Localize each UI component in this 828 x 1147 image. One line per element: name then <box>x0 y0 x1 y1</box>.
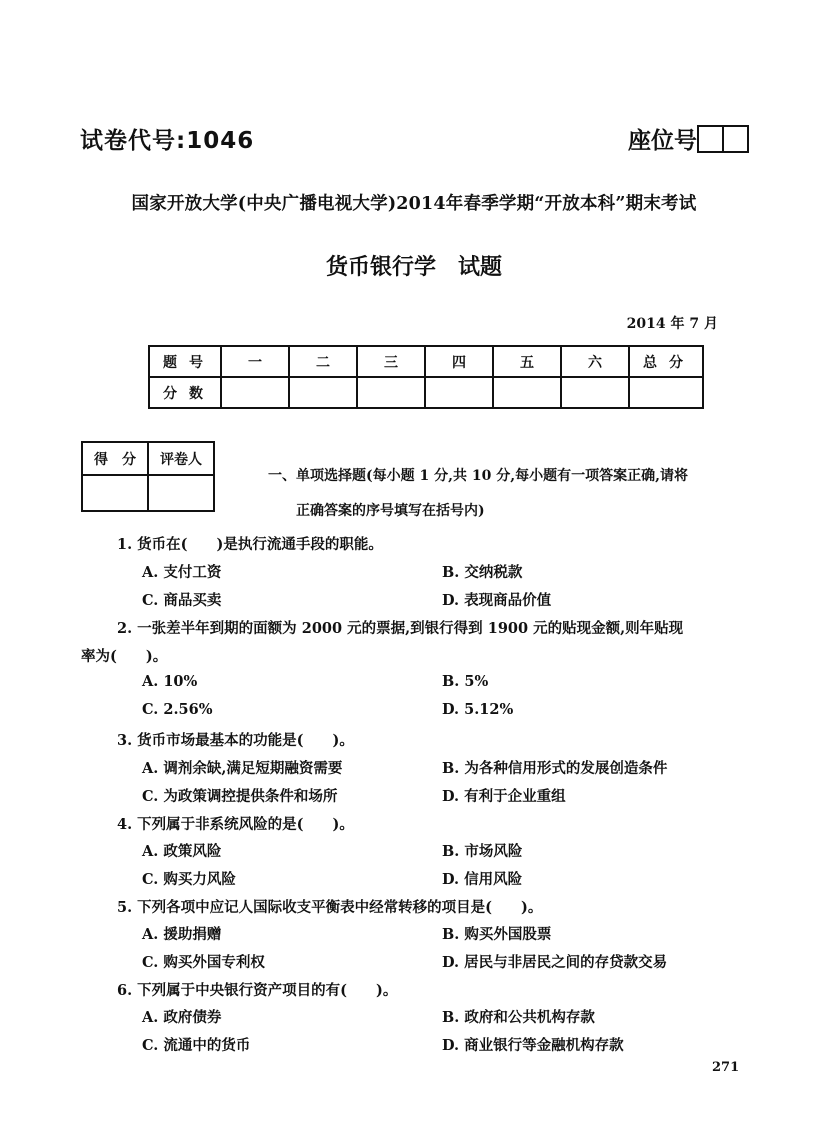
score-col-header: 一 <box>221 346 289 377</box>
question-option: C. 购买力风险 <box>142 871 236 888</box>
score-col-header: 五 <box>493 346 561 377</box>
grader-input-row <box>82 475 214 511</box>
grader-score-cell <box>82 475 148 511</box>
score-col-header: 二 <box>289 346 357 377</box>
seat-label: 座位号 <box>628 128 697 154</box>
question-stem: 3. 货币市场最基本的功能是( )。 <box>117 732 354 749</box>
score-cell <box>221 377 289 408</box>
question-option: A. 调剂余缺,满足短期融资需要 <box>142 760 343 777</box>
score-table-header-row <box>149 346 703 377</box>
question-stem: 4. 下列属于非系统风险的是( )。 <box>117 816 354 833</box>
question-option: D. 信用风险 <box>442 871 523 888</box>
question-option: A. 援助捐赠 <box>142 926 222 943</box>
question-option: B. 5% <box>442 673 489 690</box>
exam-title: 国家开放大学(中央广播电视大学)2014年春季学期“开放本科”期末考试 <box>131 194 697 214</box>
score-cell <box>357 377 425 408</box>
grader-name-cell <box>148 475 214 511</box>
seat-box <box>697 125 724 153</box>
question-option: B. 市场风险 <box>442 843 523 860</box>
score-col-header: 四 <box>425 346 493 377</box>
score-col-header: 总分 <box>629 346 703 377</box>
question-stem: 5. 下列各项中应记人国际收支平衡表中经常转移的项目是( )。 <box>117 899 543 916</box>
question-option: D. 居民与非居民之间的存贷款交易 <box>442 954 668 971</box>
score-table <box>148 345 704 409</box>
paper-code: 试卷代号:1046 <box>80 128 255 154</box>
grader-header-row <box>82 442 214 475</box>
question-option: C. 商品买卖 <box>142 592 222 609</box>
page-number: 271 <box>712 1060 740 1075</box>
section-heading: 一、单项选择题(每小题 1 分,共 10 分,每小题有一项答案正确,请将 <box>268 468 688 484</box>
question-stem: 6. 下列属于中央银行资产项目的有( )。 <box>117 982 398 999</box>
question-stem-cont: 率为( )。 <box>81 648 168 665</box>
question-option: A. 10% <box>142 673 198 690</box>
score-label: 分数 <box>149 377 221 408</box>
question-option: A. 政府债券 <box>142 1009 222 1026</box>
question-option: C. 流通中的货币 <box>142 1037 251 1054</box>
question-option: C. 2.56% <box>142 701 213 718</box>
score-cell <box>493 377 561 408</box>
grader-score-label: 得 分 <box>82 442 148 475</box>
seat-number <box>628 122 749 155</box>
seat-boxes <box>699 125 749 153</box>
question-option: B. 为各种信用形式的发展创造条件 <box>442 760 668 777</box>
question-option: D. 商业银行等金融机构存款 <box>442 1037 624 1054</box>
grader-name-label: 评卷人 <box>148 442 214 475</box>
question-option: A. 支付工资 <box>142 564 222 581</box>
score-col-header: 三 <box>357 346 425 377</box>
question-option: C. 购买外国专利权 <box>142 954 265 971</box>
exam-date: 2014 年 7 月 <box>626 316 718 332</box>
question-option: B. 购买外国股票 <box>442 926 552 943</box>
question-option: D. 5.12% <box>442 701 514 718</box>
question-option: B. 政府和公共机构存款 <box>442 1009 595 1026</box>
question-option: A. 政策风险 <box>142 843 222 860</box>
score-cell <box>289 377 357 408</box>
question-option: D. 有利于企业重组 <box>442 788 566 805</box>
seat-box <box>722 125 749 153</box>
score-cell <box>629 377 703 408</box>
score-col-header: 六 <box>561 346 629 377</box>
question-stem: 1. 货币在( )是执行流通手段的职能。 <box>117 536 383 553</box>
question-number-label: 题号 <box>149 346 221 377</box>
subject-title: 货币银行学 试题 <box>325 255 502 280</box>
score-cell <box>425 377 493 408</box>
question-option: B. 交纳税款 <box>442 564 523 581</box>
section-heading-cont: 正确答案的序号填写在括号内) <box>296 503 485 519</box>
grader-table <box>81 441 215 512</box>
score-table-score-row <box>149 377 703 408</box>
question-option: C. 为政策调控提供条件和场所 <box>142 788 338 805</box>
question-stem: 2. 一张差半年到期的面额为 2000 元的票据,到银行得到 1900 元的贴现金额,则年贴现 <box>117 620 684 637</box>
question-option: D. 表现商品价值 <box>442 592 552 609</box>
score-cell <box>561 377 629 408</box>
